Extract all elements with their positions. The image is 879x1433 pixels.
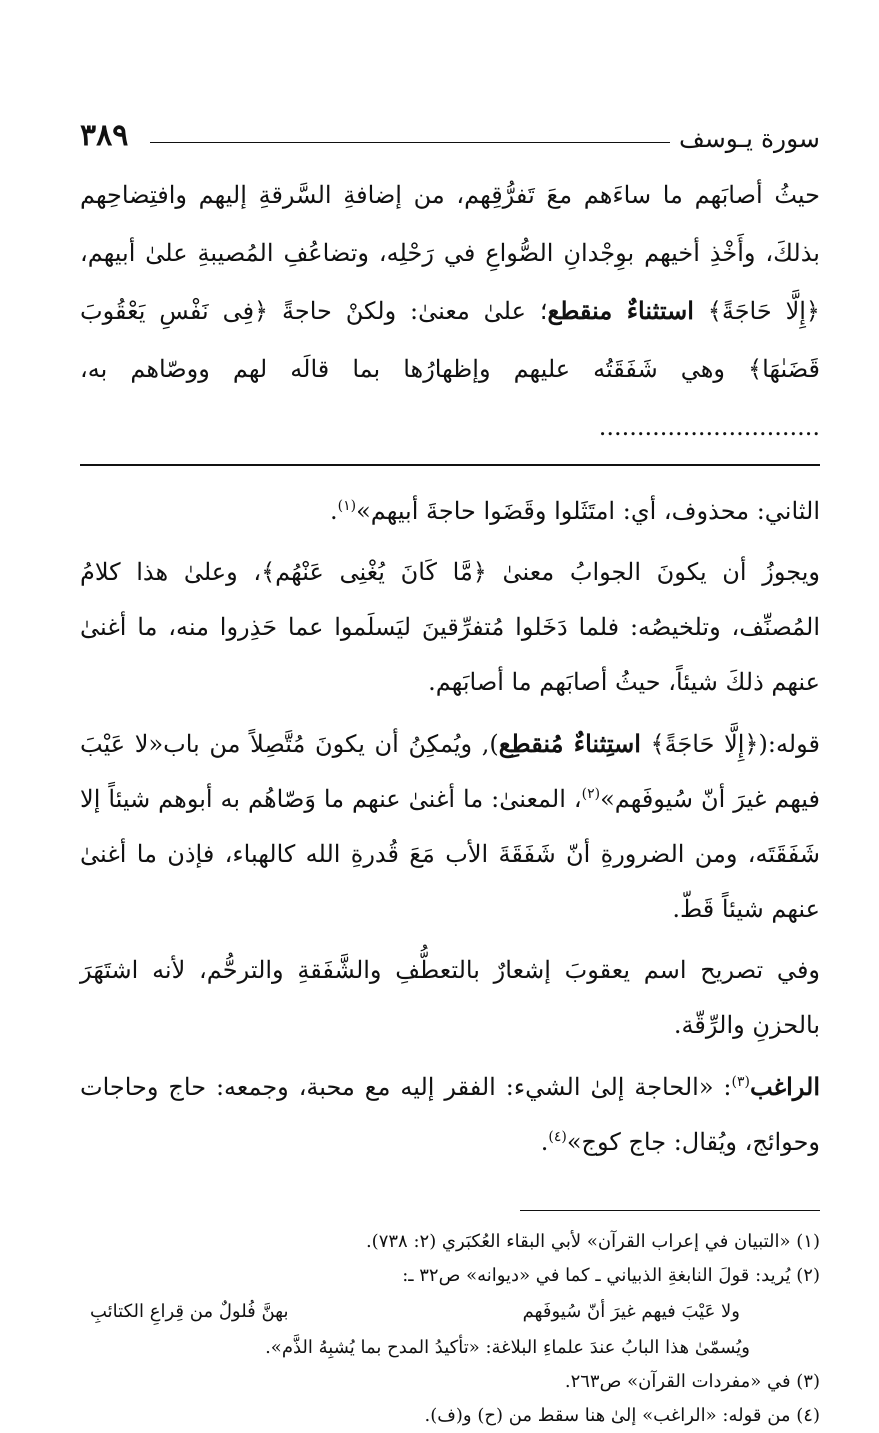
commentary-paragraph: ويجوزُ أن يكونَ الجوابُ معنىٰ ﴿مَّا كَانَ يُغْنِى عَنْهُم﴾، وعلىٰ هذا كلامُ المُصنِّف، وتلخيصُه: فلما دَخَلوا مُتفرِّقينَ ليَسلَموا عما حَذِروا منه، ما أغنىٰ عنهم ذلكَ شيئاً، حيثُ أصابَهم ما أصابَهم. [80,558,820,696]
main-paragraph: حيثُ أصابَهم ما ساءَهم معَ تَفرُّقِهم، من إضافةِ السَّرقةِ إليهم وافتِضاحِهم بذلكَ، وأَخْذِ أخيهم بوِجْدانِ الصُّواعِ في رَحْلِه، وتضاعُفِ المُصيبةِ علىٰ أبيهم، ﴿إِلَّا حَاجَةً﴾ استثناءٌ منقطع؛ علىٰ معنىٰ: ولكنْ حاجةً ﴿فِى نَفْسِ يَعْقُوبَ قَضَىٰهَا﴾ وهي شَفَقَتُه عليهم وإظهارُها بما قالَه لهم ووصّاهم به، ............................. [80,181,820,441]
footnote: (٣) في «مفردات القرآن» ص٢٦٣. [564,1371,820,1392]
verse-second-half: بهنَّ فُلولٌ من قِراعِ الكتائبِ [90,1301,289,1322]
commentary [80,484,820,1170]
commentary-paragraph: الراغب$^{(٣)}$: «الحاجة إلىٰ الشيء: الفقر إليه مع محبة، وجمعه: حاج وحاجات وحوائج، ويُقال: جاج كوج»$^{(٤)}$. [80,1072,820,1156]
commentary-paragraph: الثاني: محذوف، أي: امتَثَلوا وقَضَوا حاجةَ أبيهم»$^{(١)}$. [329,497,820,525]
dotted-leader: ............................. [598,413,820,441]
section-divider [80,464,820,466]
footnotes [80,1225,820,1433]
book-page [80,118,820,1433]
bold-term: استثناءٌ منقطع [547,296,694,325]
footnote: ويُسمّىٰ هذا البابُ عندَ علماءِ البلاغة: «تأكيدُ المدح بما يُشبِهُ الذَّم». [265,1337,750,1358]
main-text [80,166,820,456]
bold-term: استِثناءٌ مُنقطِع [498,729,641,758]
verse-first-half: ولا عَيْبَ فيهم غيرَ أنّ سُيوفَهم [522,1301,740,1322]
footnote: (٢) يُريد: قولَ النابغةِ الذبياني ـ كما في «ديوانه» ص٣٢ ـ: [402,1265,820,1286]
header-rule [150,142,670,143]
surah-title: سورة يـوسف [678,124,820,153]
page-header [80,118,820,162]
footnote-separator [520,1210,820,1211]
page-number: ٣٨٩ [80,118,129,153]
footnote-ref: (١) [337,498,357,514]
footnote-ref: (٤) [548,1129,567,1145]
footnote: (١) «التبيان في إعراب القرآن» لأبي البقاء العُكبَري (٢: ٧٣٨). [365,1231,820,1252]
footnote: (٤) من قوله: «الراغب» إلىٰ هنا سقط من (ح) و(ف). [424,1405,820,1426]
poetry-verse [80,1293,820,1331]
bold-term: الراغب [749,1072,820,1101]
footnote-ref: (٢) [581,786,601,802]
commentary-paragraph: قوله:(﴿إِلَّا حَاجَةً﴾ استِثناءٌ مُنقطِع), ويُمكِنُ أن يكونَ مُتَّصِلاً من باب«لا عَيْبَ فيهم غيرَ أنّ سُيوفَهم»$^{(٢)}$، المعنىٰ: ما أغنىٰ عنهم ما وَصّاهُم به أبوهم شيئاً إلا شَفَقَتَه، ومن الضرورةِ أنّ شَفَقَةَ الأب مَعَ قُدرةِ الله كالهباء، فإذن ما أغنىٰ عنهم شيئاً قَطّ. [80,729,820,923]
commentary-paragraph: وفي تصريح اسم يعقوبَ إشعارٌ بالتعطُّفِ والشَّفَقةِ والترحُّم، لأنه اشتَهَرَ بالحزنِ والرِّقّة. [80,956,821,1039]
footnote-ref: (٣) [731,1074,750,1090]
